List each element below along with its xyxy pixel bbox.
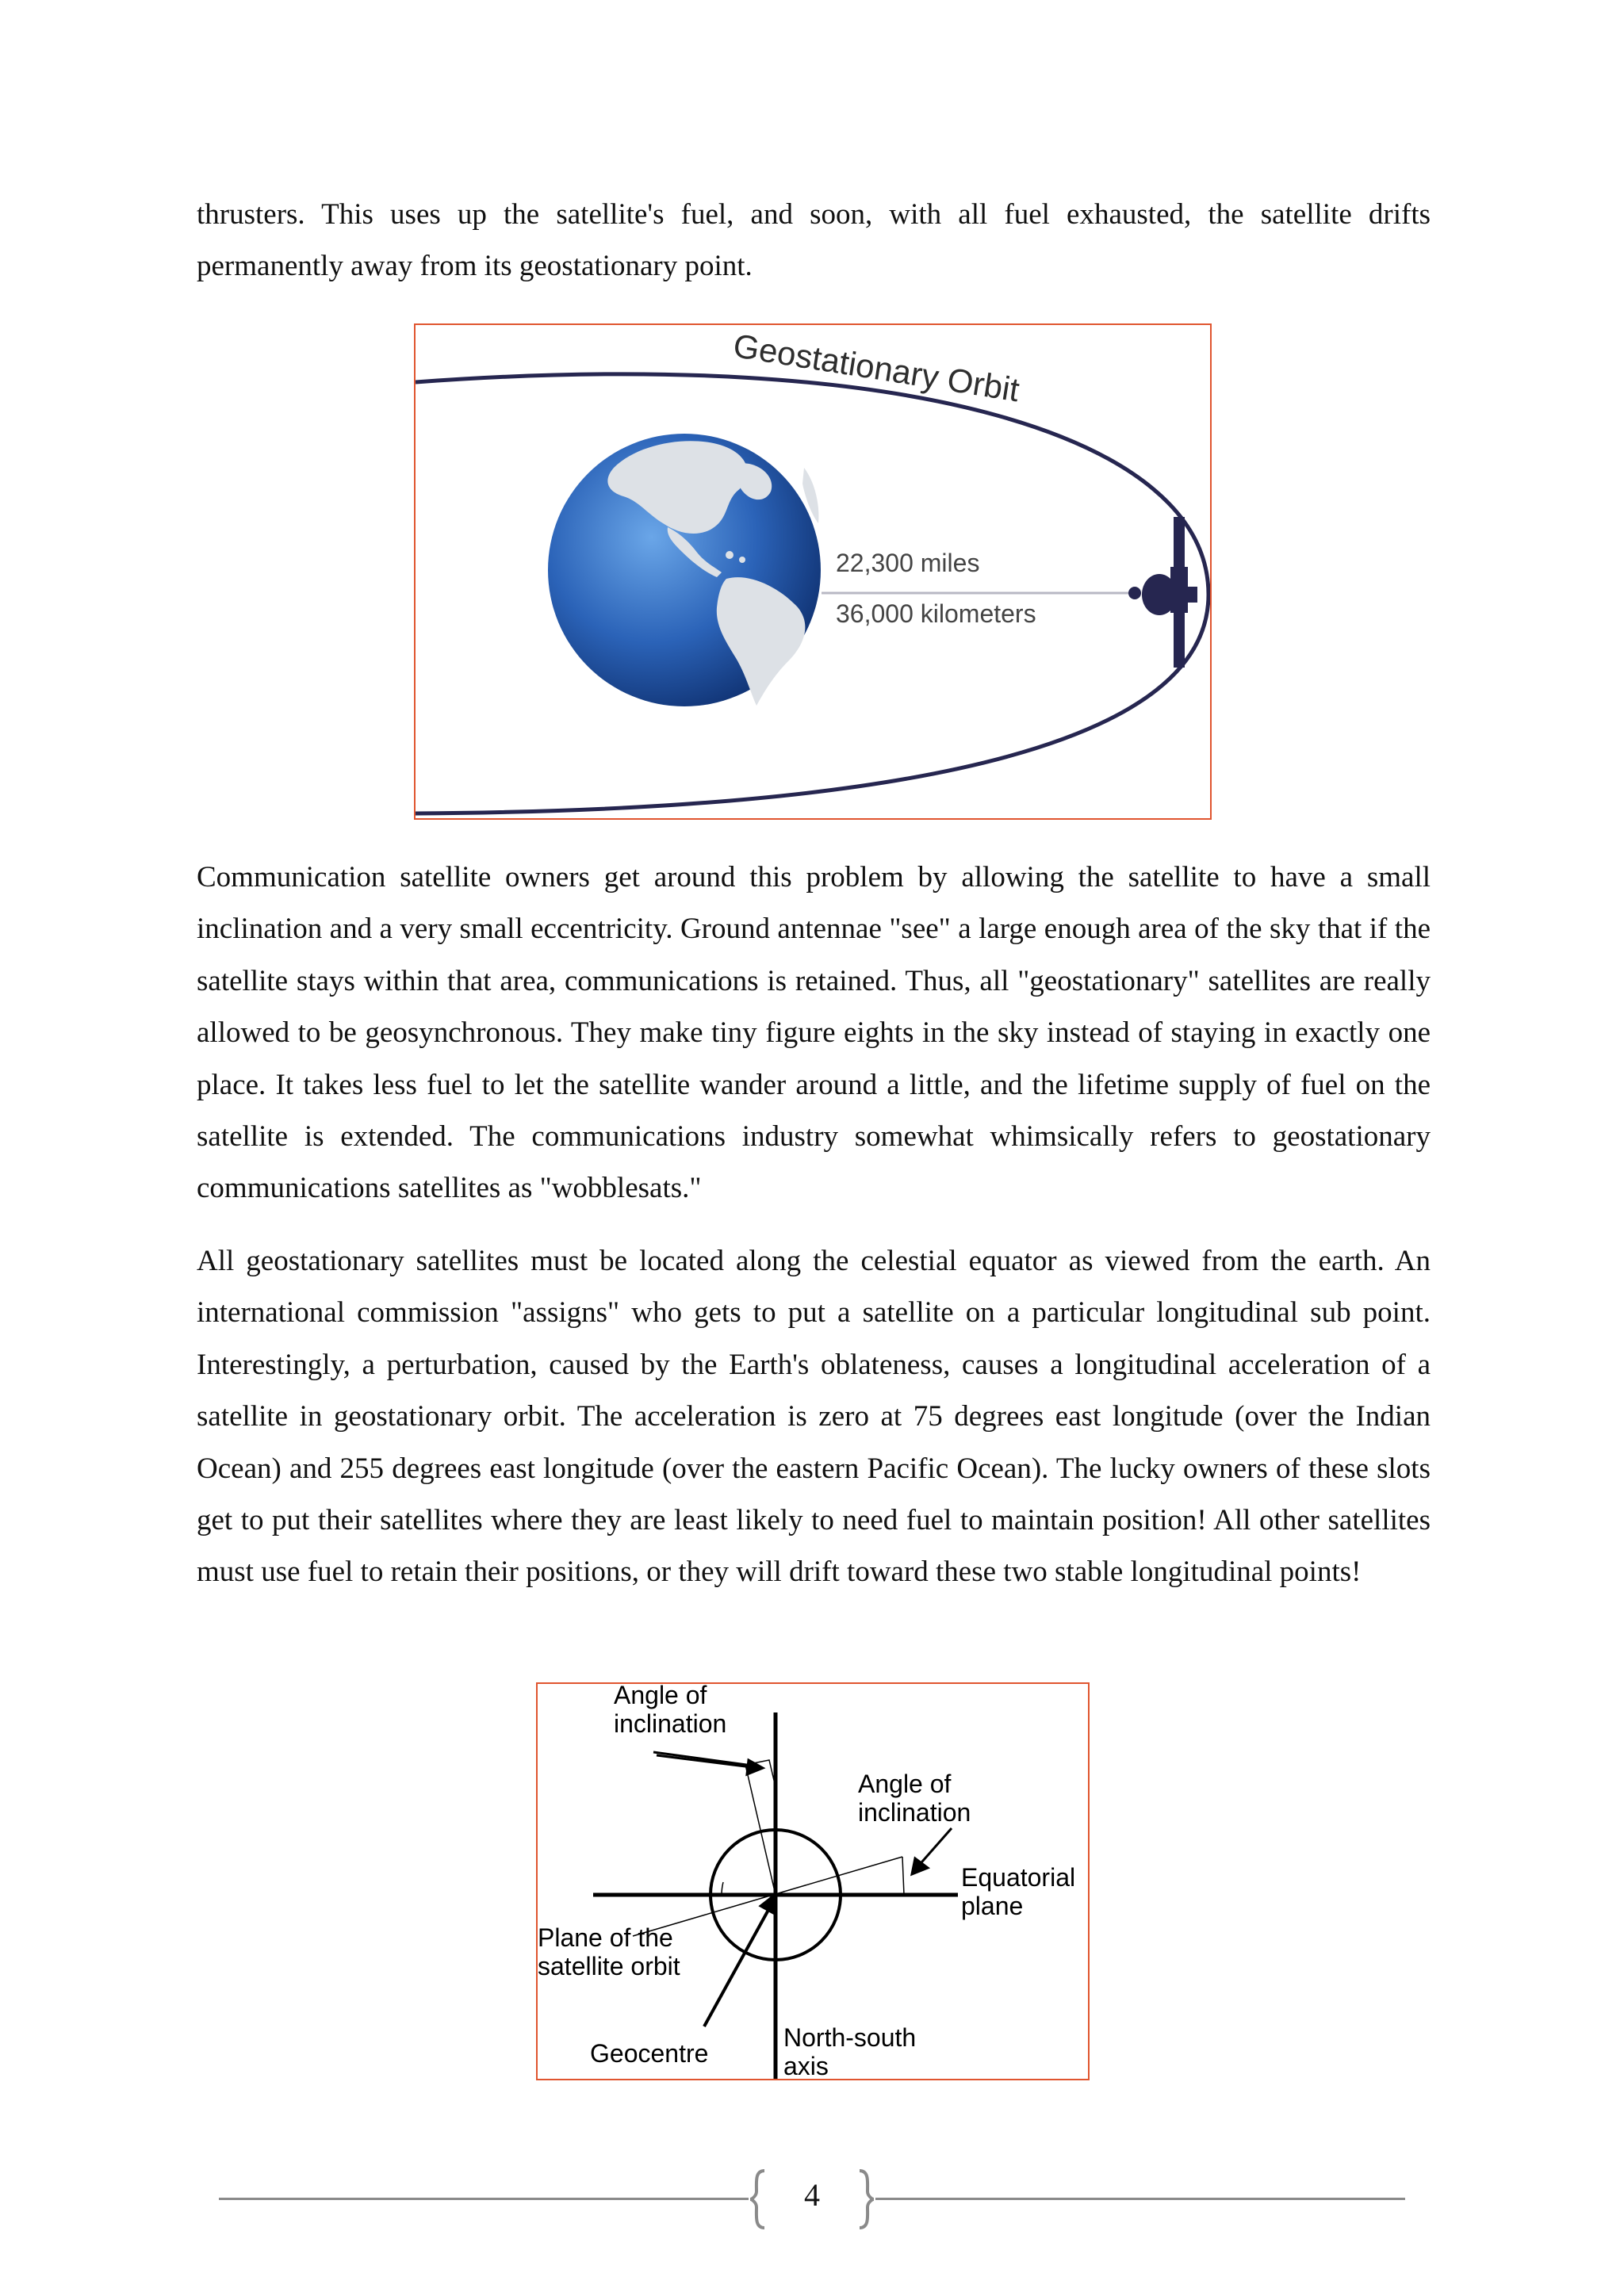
orbit-plane-label-line1: Plane of the xyxy=(538,1923,673,1952)
orbit-plane-label-line2: satellite orbit xyxy=(538,1952,680,1980)
footer-rule-right xyxy=(875,2198,1405,2200)
geostationary-orbit-figure xyxy=(414,323,1212,820)
distance-miles-label: 22,300 miles xyxy=(836,549,980,577)
orbit-diagram xyxy=(416,325,1210,818)
equatorial-label-line2: plane xyxy=(961,1892,1024,1920)
arrow-angle-right xyxy=(912,1828,952,1874)
axis-label-line2: axis xyxy=(783,2052,829,2080)
paragraph-longitude-slots: All geostationary satellites must be located along the celestial equator as viewed from the earth. An international commission "assigns" who gets to put a satellite on a particular longitudinal sub point. Interestingly, a perturbation, caused by the Earth's oblateness, causes a longitudinal acceleration of a satellite in geostationary orbit. The acceleration is zero at 75 degrees east longitude (over the Indian Ocean) and 255 degrees east longitude (over the eastern Pacific Ocean). The lucky owners of these slots get to put their satellites where they are least likely to need fuel to maintain position! All other satellites must use fuel to retain their positions, or they will drift toward these two stable longitudinal points! xyxy=(197,1245,1431,1589)
angle-label-right xyxy=(858,1770,971,1827)
paragraph-wobblesats: Communication satellite owners get around this problem by allowing the satellite to have a small inclination and a very small eccentricity. Ground antennae "see" a large enough area of the sky that if the satellite stays within that area, communications is retained. Thus, all "geostationary" satellites are really allowed to be geosynchronous. They make tiny figure eights in the sky instead of staying in exactly one place. It takes less fuel to let the satellite wander around a little, and the lifetime supply of fuel on the satellite is extended. The communications industry somewhat whimsically refers to geostationary communications satellites as "wobblesats." xyxy=(197,861,1431,1205)
equatorial-label-line1: Equatorial xyxy=(961,1863,1076,1892)
angle-label-top xyxy=(614,1682,726,1738)
paragraph-intro: thrusters. This uses up the satellite's fuel, and soon, with all fuel exhausted, the satellite drifts permanently away from its geostationary point. xyxy=(197,198,1431,283)
footer-rule-left xyxy=(219,2198,749,2200)
footer-brace-right xyxy=(856,2168,875,2231)
north-south-axis-label xyxy=(783,2023,916,2080)
inclination-figure xyxy=(536,1682,1090,2080)
axis-label-line1: North-south xyxy=(783,2023,917,2052)
footer-brace-left xyxy=(749,2168,768,2231)
earth-icon xyxy=(548,434,821,706)
angle-label-top-line2: inclination xyxy=(614,1709,727,1738)
distance-km-label: 36,000 kilometers xyxy=(836,599,1036,628)
figure-title: Geostationary Orbit xyxy=(730,327,1022,409)
orbit-plane-label xyxy=(538,1923,680,1980)
page-number: 4 xyxy=(804,2177,820,2213)
geocentre-label: Geocentre xyxy=(590,2039,709,2068)
satellite-icon xyxy=(1128,517,1197,668)
equatorial-plane-label xyxy=(961,1863,1075,1920)
angle-label-right-line1: Angle of xyxy=(858,1770,952,1798)
angle-label-right-line2: inclination xyxy=(858,1798,971,1827)
angle-label-top-line1: Angle of xyxy=(614,1682,707,1709)
